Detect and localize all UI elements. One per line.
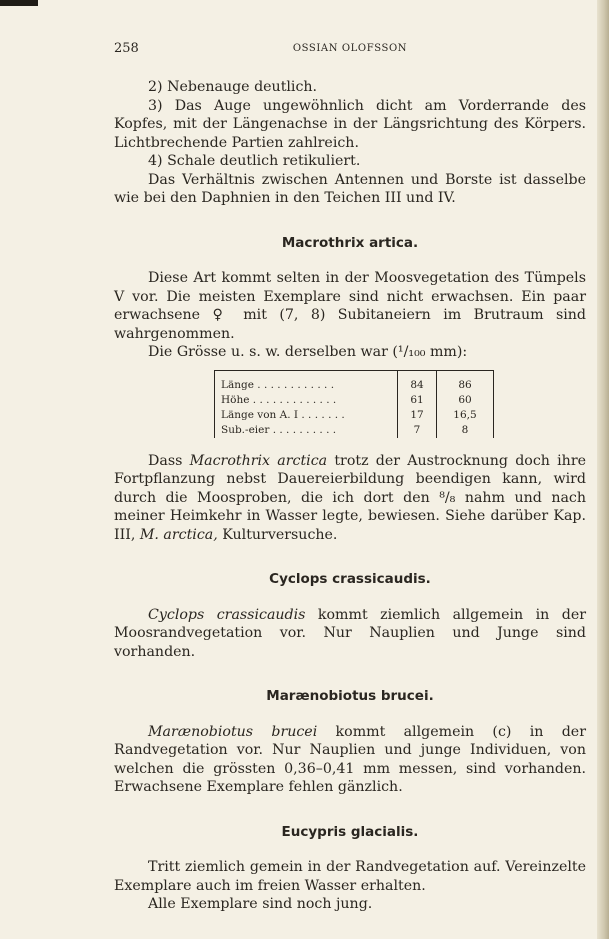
table-cell-label: Höhe . . . . . . . . . . . . . <box>215 393 398 408</box>
table-cell-value: 86 <box>437 378 494 393</box>
text-span: kommt allgemein (c) in der Randvegetation vor. Nur Nauplien und junge Individuen, von welchen die grössten 0,36–0,41 mm messen, sind vorhanden. Erwachsene Exemplare fehlen gänzlich. <box>114 723 586 795</box>
table-row <box>215 378 494 393</box>
maraenobiotus-paragraph <box>114 723 586 797</box>
species-name-italic: M. arctica, <box>139 526 218 543</box>
table-cell-label: Länge von A. I . . . . . . . <box>215 408 398 423</box>
eucypris-paragraph-2: Alle Exemplare sind noch jung. <box>148 896 373 912</box>
intro-item-3: 3) Das Auge ungewöhnlich dicht am Vorderrande des Kopfes, mit der Längenachse in der Längsrichtung des Körpers. Lichtbrechende Partien zahlreich. <box>114 97 586 151</box>
table-row <box>215 423 494 438</box>
section-title-macrothrix: Macrothrix artica. <box>281 234 419 251</box>
cyclops-paragraph <box>114 606 586 662</box>
table-cell-label: Sub.-eier . . . . . . . . . . <box>215 423 398 438</box>
intro-paragraph: Das Verhältnis zwischen Antennen und Borste ist dasselbe wie bei den Daphnien in den Teichen III und IV. <box>114 171 586 206</box>
text-span: Kulturversuche. <box>217 526 338 543</box>
section-title-eucypris: Eucypris glacialis. <box>281 823 419 840</box>
section-title-maraenobiotus: Marænobiotus brucei. <box>266 688 434 704</box>
section-title-cyclops: Cyclops crassicaudis. <box>269 571 431 587</box>
table-cell-value: 60 <box>437 393 494 408</box>
macrothrix-size-line: Die Grösse u. s. w. derselben war (¹/₁₀₀ mm): <box>148 344 468 360</box>
table-cell-value: 16,5 <box>437 408 494 423</box>
measurement-table <box>214 370 494 438</box>
page-number: 258 <box>114 41 139 56</box>
macrothrix-paragraph-2 <box>114 452 586 545</box>
corner-mark <box>0 0 38 6</box>
text-span: kommt ziemlich allgemein in der Moosrandvegetation vor. Nur Nauplien und Junge sind vorhanden. <box>114 606 586 660</box>
table-row <box>215 408 494 423</box>
table-cell-value: 84 <box>398 378 437 393</box>
page-body <box>114 40 586 914</box>
page-header <box>114 40 586 60</box>
intro-item-2: 2) Nebenauge deutlich. <box>148 79 318 95</box>
book-spine-edge <box>597 0 609 939</box>
table-row <box>215 393 494 408</box>
species-name-italic: Marænobiotus brucei <box>148 723 318 740</box>
table-cell-value: 17 <box>398 408 437 423</box>
species-name-italic: Cyclops crassicaudis <box>148 606 306 623</box>
text-span: trotz der Austrocknung doch ihre Fortpflanzung nebst Dauereierbildung beendigen kann, wird durch die Moosproben, die ich dort den ⁸/₈ nahm und nach meiner Heimkehr in Wasser legte, bewiesen. Siehe darüber Kap. III, <box>114 452 586 543</box>
species-name-italic: Macrothrix arctica <box>189 452 328 469</box>
intro-item-4: 4) Schale deutlich retikuliert. <box>148 153 361 169</box>
macrothrix-paragraph-1: Diese Art kommt selten in der Moosvegetation des Tümpels V vor. Die meisten Exemplare sind nicht erwachsen. Ein paar erwachsene ♀ mit (7, 8) Subitaneiern im Brutraum sind wahrgenommen. <box>114 270 586 342</box>
table-cell-value: 7 <box>398 423 437 438</box>
table-top-rule <box>215 370 494 378</box>
text-span: Dass <box>148 452 190 469</box>
table-cell-label: Länge . . . . . . . . . . . . <box>215 378 398 393</box>
eucypris-paragraph-1: Tritt ziemlich gemein in der Randvegetation auf. Vereinzelte Exemplare auch im freien Wasser erhalten. <box>114 859 586 894</box>
table-cell-value: 61 <box>398 393 437 408</box>
running-title: OSSIAN OLOFSSON <box>292 43 408 54</box>
table-cell-value: 8 <box>437 423 494 438</box>
